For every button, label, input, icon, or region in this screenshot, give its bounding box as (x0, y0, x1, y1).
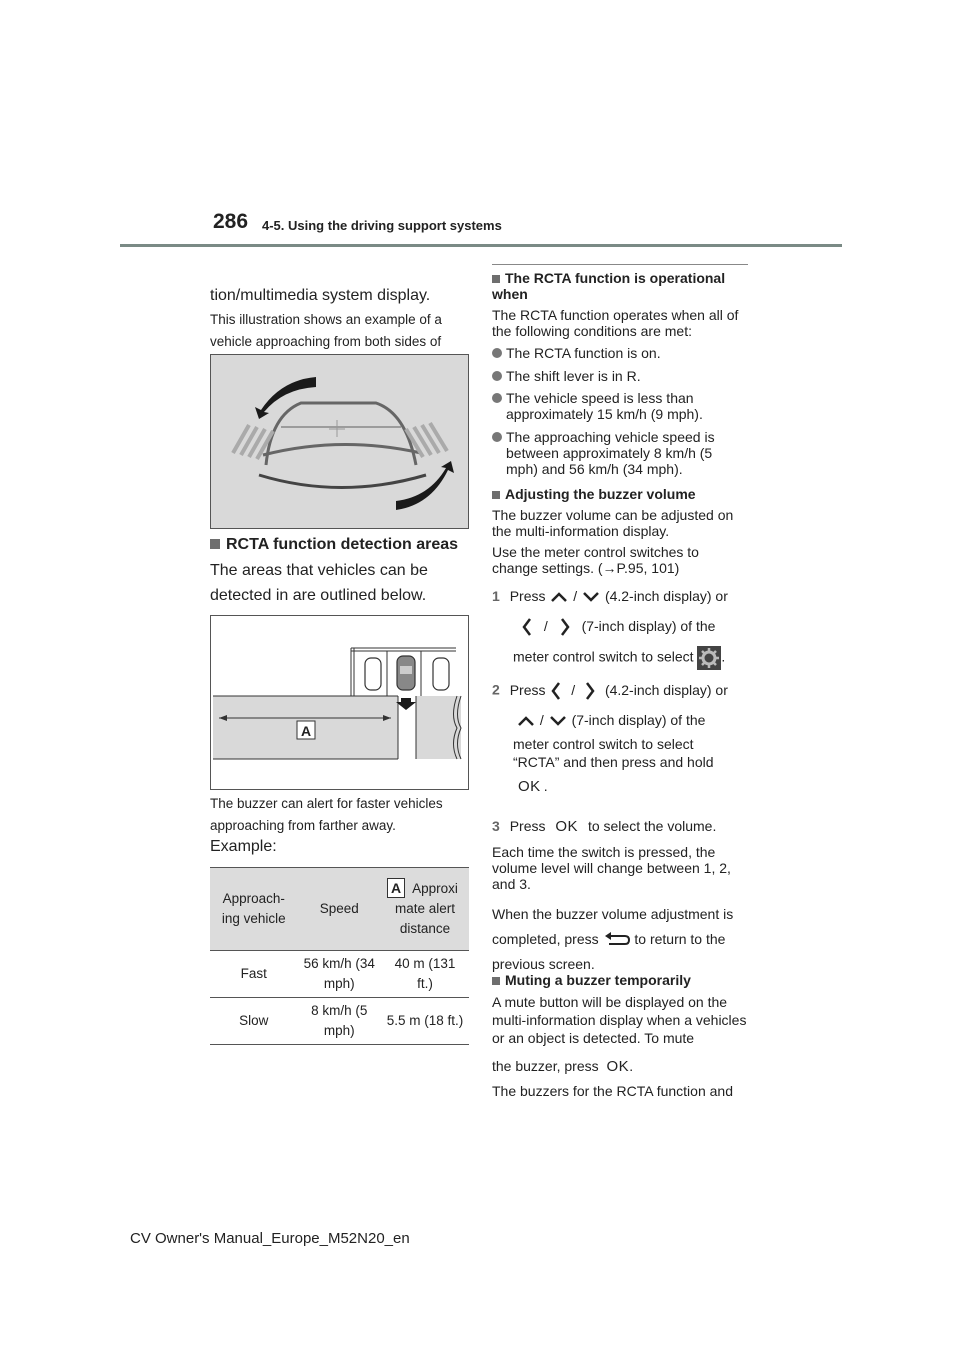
buzzer-paragraph-1: The buzzer volume can be adjusted on the multi-information display. (492, 507, 734, 539)
heading-detection-areas (210, 532, 458, 557)
heading-buzzer (492, 486, 696, 502)
buzzer-paragraph-2: Use the meter control switches to change settings. (→P.95, 101) (492, 544, 699, 576)
footer-text: CV Owner's Manual_Europe_M52N20_en (130, 1230, 410, 1247)
step-text: (7-inch display) of the (581, 617, 716, 634)
each-time-paragraph: Each time the switch is pressed, the volume level will change between 1, 2, and 3. (492, 844, 731, 892)
step-text: Press (509, 818, 546, 834)
example-label: Example: (210, 838, 277, 855)
step-text: (4.2-inch display) or (604, 681, 728, 698)
chevron-right-icon (558, 616, 572, 638)
chevron-right-icon (583, 680, 597, 702)
caption-2 (210, 793, 443, 837)
alert-table (210, 867, 469, 1045)
detection-area-svg (211, 616, 468, 789)
section-title: 4-5. Using the driving support systems (262, 218, 502, 233)
table-cell: 8 km/h (5 mph) (298, 998, 381, 1045)
ok-button-glyph: OK (555, 818, 579, 835)
step-number: 3 (492, 818, 500, 834)
bullet-icon (492, 393, 502, 403)
chevron-down-icon (581, 590, 601, 604)
step-1-line-1 (492, 588, 728, 604)
table-header-cell: Approach- ing vehicle (210, 868, 298, 951)
table-cell: 56 km/h (34 mph) (298, 951, 381, 998)
chevron-left-icon (549, 680, 563, 702)
table-cell: 40 m (131 ft.) (381, 951, 469, 998)
caption-1-line: This illustration shows an example of a (210, 312, 442, 327)
step-number: 1 (492, 588, 500, 604)
mute-line-2 (492, 1058, 633, 1075)
caption-2-line: The buzzer can alert for faster vehicles (210, 796, 443, 811)
step-number: 2 (492, 681, 500, 698)
caption-1-line: vehicle approaching from both sides of (210, 334, 442, 349)
mute-text: the buzzer, press (492, 1058, 599, 1074)
when-done-line: previous screen. (492, 956, 595, 972)
detection-area-illustration (210, 615, 469, 790)
chevron-down-icon (548, 714, 568, 728)
heading-operational-text: The RCTA function is operational when (492, 270, 726, 302)
step-3 (492, 818, 716, 835)
table-header-cell: A Approxi mate alert distance (381, 868, 469, 951)
step-text: (4.2-inch display) or (604, 588, 728, 604)
step-sep: / (573, 588, 578, 604)
rear-camera-svg (211, 355, 468, 528)
detect-text-line: detected in are outlined below. (210, 587, 427, 604)
rear-camera-illustration (210, 354, 469, 529)
table-header-cell: Speed (298, 868, 381, 951)
table-cell: Slow (210, 998, 298, 1045)
heading-square-icon (210, 539, 220, 549)
step-2-line-2 (516, 712, 705, 728)
gear-icon (697, 646, 721, 670)
table-cell: 5.5 m (18 ft.) (381, 998, 469, 1045)
mute-text: . (629, 1058, 634, 1074)
table-cell: Fast (210, 951, 298, 998)
step-text: Press (509, 588, 546, 604)
heading-buzzer-text: Adjusting the buzzer volume (505, 486, 696, 502)
condition-text: The vehicle speed is less than approximately 15 km/h (9 mph). (506, 390, 703, 422)
caption-2-line: approaching from farther away. (210, 818, 396, 833)
step-sep: / (543, 617, 548, 634)
step-text: . (543, 778, 548, 794)
step-text: meter control switch to select (513, 736, 694, 752)
buzzers-last-line: The buzzers for the RCTA function and (492, 1083, 733, 1099)
table-row (210, 951, 469, 998)
condition-text: The shift lever is in R. (506, 368, 641, 384)
step-text: . (721, 648, 726, 665)
heading-square-icon (492, 275, 500, 283)
heading-mute (492, 972, 691, 988)
table-a-badge: A (387, 878, 405, 898)
detect-text (210, 558, 428, 608)
condition-text: The RCTA function is on. (506, 345, 661, 361)
heading-detection-text: RCTA function detection areas (226, 536, 459, 553)
right-top-rule (492, 264, 748, 265)
condition-text: The approaching vehicle speed is between approximately 8 km/h (5 mph) and 56 km/h (34 mph). (506, 429, 715, 477)
back-arrow-icon (603, 932, 631, 948)
heading-mute-text: Muting a buzzer temporarily (505, 972, 691, 988)
chevron-up-icon (549, 590, 569, 604)
ok-button-glyph: OK (518, 778, 541, 795)
when-done-paragraph (492, 902, 752, 977)
condition-item (492, 390, 748, 422)
table-row (210, 998, 469, 1045)
operational-intro: The RCTA function operates when all of the following conditions are met: (492, 307, 739, 339)
step-2-line-3 (513, 735, 714, 771)
intro-continuation: tion/multimedia system display. (210, 287, 431, 304)
when-done-line: to return to the (634, 931, 726, 947)
step-1-line-2 (520, 616, 715, 638)
step-text: meter control switch to select (513, 648, 694, 665)
step-text: (7-inch display) of the (571, 712, 706, 728)
heading-square-icon (492, 977, 500, 985)
table-header-row (210, 868, 469, 951)
step-sep: / (539, 712, 544, 728)
condition-item (492, 345, 748, 361)
detect-text-line: The areas that vehicles can be (210, 562, 428, 579)
condition-item (492, 368, 748, 384)
step-2-line-4 (518, 778, 548, 795)
step-text: “RCTA” and then press and hold (513, 754, 714, 770)
area-a-label: A (300, 723, 312, 739)
condition-item (492, 429, 748, 477)
ok-button-glyph: OK (606, 1058, 630, 1075)
chevron-up-icon (516, 714, 536, 728)
when-done-line: When the buzzer volume adjustment is (492, 906, 734, 922)
step-2-line-1 (492, 680, 728, 702)
step-sep: / (571, 681, 576, 698)
bullet-icon (492, 371, 502, 381)
heading-operational (492, 270, 748, 302)
heading-square-icon (492, 491, 500, 499)
chevron-left-icon (520, 616, 534, 638)
mute-paragraph: A mute button will be displayed on the multi-information display when a vehicles or an object is detected. To mute (492, 994, 747, 1046)
bullet-icon (492, 432, 502, 442)
when-done-line: completed, press (492, 931, 599, 947)
bullet-icon (492, 348, 502, 358)
page-number: 286 (213, 210, 249, 233)
header-rule (120, 244, 842, 247)
step-text: Press (509, 681, 546, 698)
step-text: to select the volume. (587, 818, 717, 834)
step-1-line-3 (513, 646, 725, 670)
